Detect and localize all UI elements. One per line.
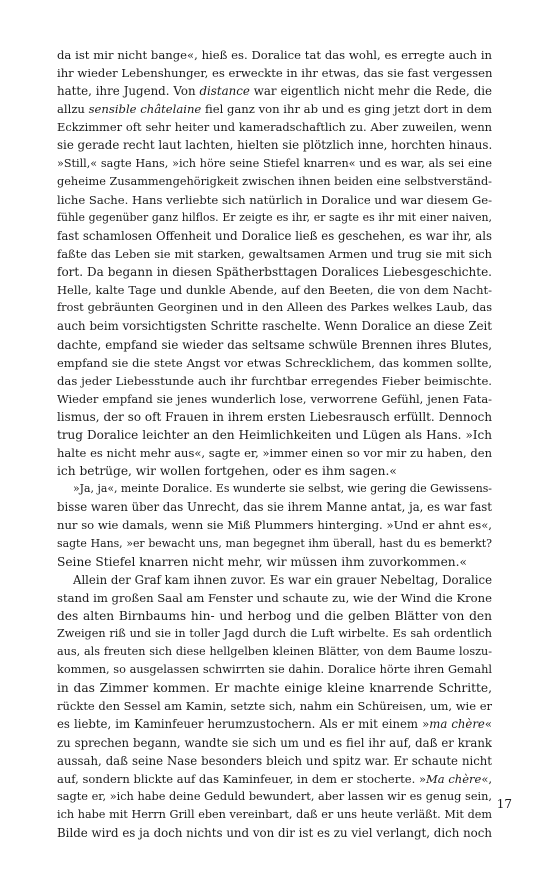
text-line: fort. Da begann in diesen Spätherbsttagen Doralices Liebesgeschichte. bbox=[57, 265, 492, 280]
text-line: hatte, ihre Jugend. Von distance war eigentlich nicht mehr die Rede, die bbox=[57, 84, 492, 99]
text-line: trug Doralice leichter an den Heimlichkeiten und Lügen als Hans. »Ich bbox=[57, 427, 492, 442]
text-line: in das Zimmer kommen. Er machte einige kleine knarrende Schritte, bbox=[57, 681, 492, 696]
text-line: nur so wie damals, wenn sie Miß Plummers hinterging. »Und er ahnt es«, bbox=[57, 518, 492, 533]
text-line: rückte den Sessel am Kamin, setzte sich, nahm ein Schüreisen, um, wie er bbox=[57, 699, 492, 714]
text-line: geheime Zusammengehörigkeit zwischen ihnen beiden eine selbstverständ- bbox=[57, 174, 492, 188]
text-line: dachte, empfand sie wieder das seltsame schwüle Brennen ihres Blutes, bbox=[57, 337, 492, 352]
text-line: bisse waren über das Unrecht, das sie ihrem Manne antat, ja, es war fast bbox=[57, 500, 492, 515]
text-line: ihr wieder Lebenshunger, es erweckte in ihr etwas, das sie fast vergessen bbox=[57, 66, 492, 81]
text-line: frost gebräunten Georginen und in den Alleen des Parkes welkes Laub, das bbox=[57, 301, 492, 315]
text-line: ich habe mit Herrn Grill eben vereinbart, daß er uns heute verläßt. Mit dem bbox=[57, 807, 492, 821]
text-line: es liebte, im Kaminfeuer herumzustochern. Als er mit einem »ma chère« bbox=[57, 717, 492, 732]
text-line: sagte Hans, »er bewacht uns, man begegnet ihm überall, hast du es bemerkt? bbox=[57, 536, 492, 550]
text-line: stand im großen Saal am Fenster und schaute zu, wie der Wind die Krone bbox=[57, 590, 492, 605]
text-line: fast schamlosen Offenheit und Doralice ließ es geschehen, es war ihr, als bbox=[57, 228, 492, 243]
text-line: das jeder Liebesstunde auch ihr furchtbar erregendes Fieber beimischte. bbox=[57, 373, 492, 388]
text-line: Zweigen riß und sie in toller Jagd durch die Luft wirbelte. Es sah ordentlich bbox=[57, 627, 492, 640]
text-line: Seine Stiefel knarren nicht mehr, wir müssen ihm zuvorkommen.« bbox=[57, 554, 467, 569]
text-line: zu sprechen begann, wandte sie sich um und es fiel ihr auf, daß er krank bbox=[57, 735, 492, 750]
text-line: Allein der Graf kam ihnen zuvor. Es war ein grauer Nebeltag, Doralice bbox=[73, 572, 492, 587]
text-line: lismus, der so oft Frauen in ihrem ersten Liebesrausch erfüllt. Dennoch bbox=[57, 409, 492, 424]
text-line: Wieder empfand sie jenes wunderlich lose, verworrene Gefühl, jenen Fata- bbox=[57, 391, 492, 406]
text-line: da ist mir nicht bange«, hieß es. Doralice tat das wohl, es erregte auch in bbox=[57, 48, 492, 62]
text-line: halte es nicht mehr aus«, sagte er, »immer einen so vor mir zu haben, den bbox=[57, 446, 492, 461]
text-line: des alten Birnbaums hin- und herbog und die gelben Blätter von den bbox=[57, 608, 492, 623]
text-line: sie gerade recht laut lachten, hielten sie plötzlich inne, horchten hinaus. bbox=[57, 138, 492, 153]
text-line: aus, als freuten sich diese hellgelben kleinen Blätter, von dem Baume loszu- bbox=[57, 645, 492, 659]
text-line: allzu sensible châtelaine fiel ganz von ihr ab und es ging jetzt dort in dem bbox=[57, 102, 492, 117]
text-line: ich betrüge, wir wollen fortgehen, oder es ihm sagen.« bbox=[57, 464, 397, 479]
text-line: empfand sie die stete Angst vor etwas Schrecklichem, das kommen sollte, bbox=[57, 355, 492, 370]
text-line: Helle, kalte Tage und dunkle Abende, auf den Beeten, die von dem Nacht- bbox=[57, 283, 492, 298]
text-line: Eckzimmer oft sehr heiter und kameradschaftlich zu. Aber zuweilen, wenn bbox=[57, 120, 492, 135]
text-line: sagte er, »ich habe deine Geduld bewundert, aber lassen wir es genug sein, bbox=[57, 789, 492, 803]
text-line: auf, sondern blickte auf das Kaminfeuer, in dem er stocherte. »Ma chère«, bbox=[57, 771, 492, 786]
body-text bbox=[57, 46, 492, 842]
text-line: faßte das Leben sie mit starken, gewaltsamen Armen und trug sie mit sich bbox=[57, 247, 492, 262]
text-line: »Ja, ja«, meinte Doralice. Es wunderte sie selbst, wie gering die Gewissens- bbox=[73, 482, 492, 496]
text-line: »Still,« sagte Hans, »ich höre seine Stiefel knarren« und es war, als sei eine bbox=[57, 156, 492, 170]
text-line: liche Sache. Hans verliebte sich natürlich in Doralice und war diesem Ge- bbox=[57, 192, 492, 207]
text-line: aussah, daß seine Nase besonders bleich und spitz war. Er schaute nicht bbox=[57, 753, 492, 768]
text-line: auch beim vorsichtigsten Schritte raschelte. Wenn Doralice an diese Zeit bbox=[57, 319, 492, 334]
text-line: Bilde wird es ja doch nichts und von dir ist es zu viel verlangt, dich noch bbox=[57, 826, 492, 841]
page-number: 17 bbox=[496, 797, 512, 811]
text-line: fühle gegenüber ganz hilflos. Er zeigte es ihr, er sagte es ihr mit einer naiven, bbox=[57, 210, 492, 224]
text-line: kommen, so ausgelassen schwirrten sie dahin. Doralice hörte ihren Gemahl bbox=[57, 663, 492, 677]
